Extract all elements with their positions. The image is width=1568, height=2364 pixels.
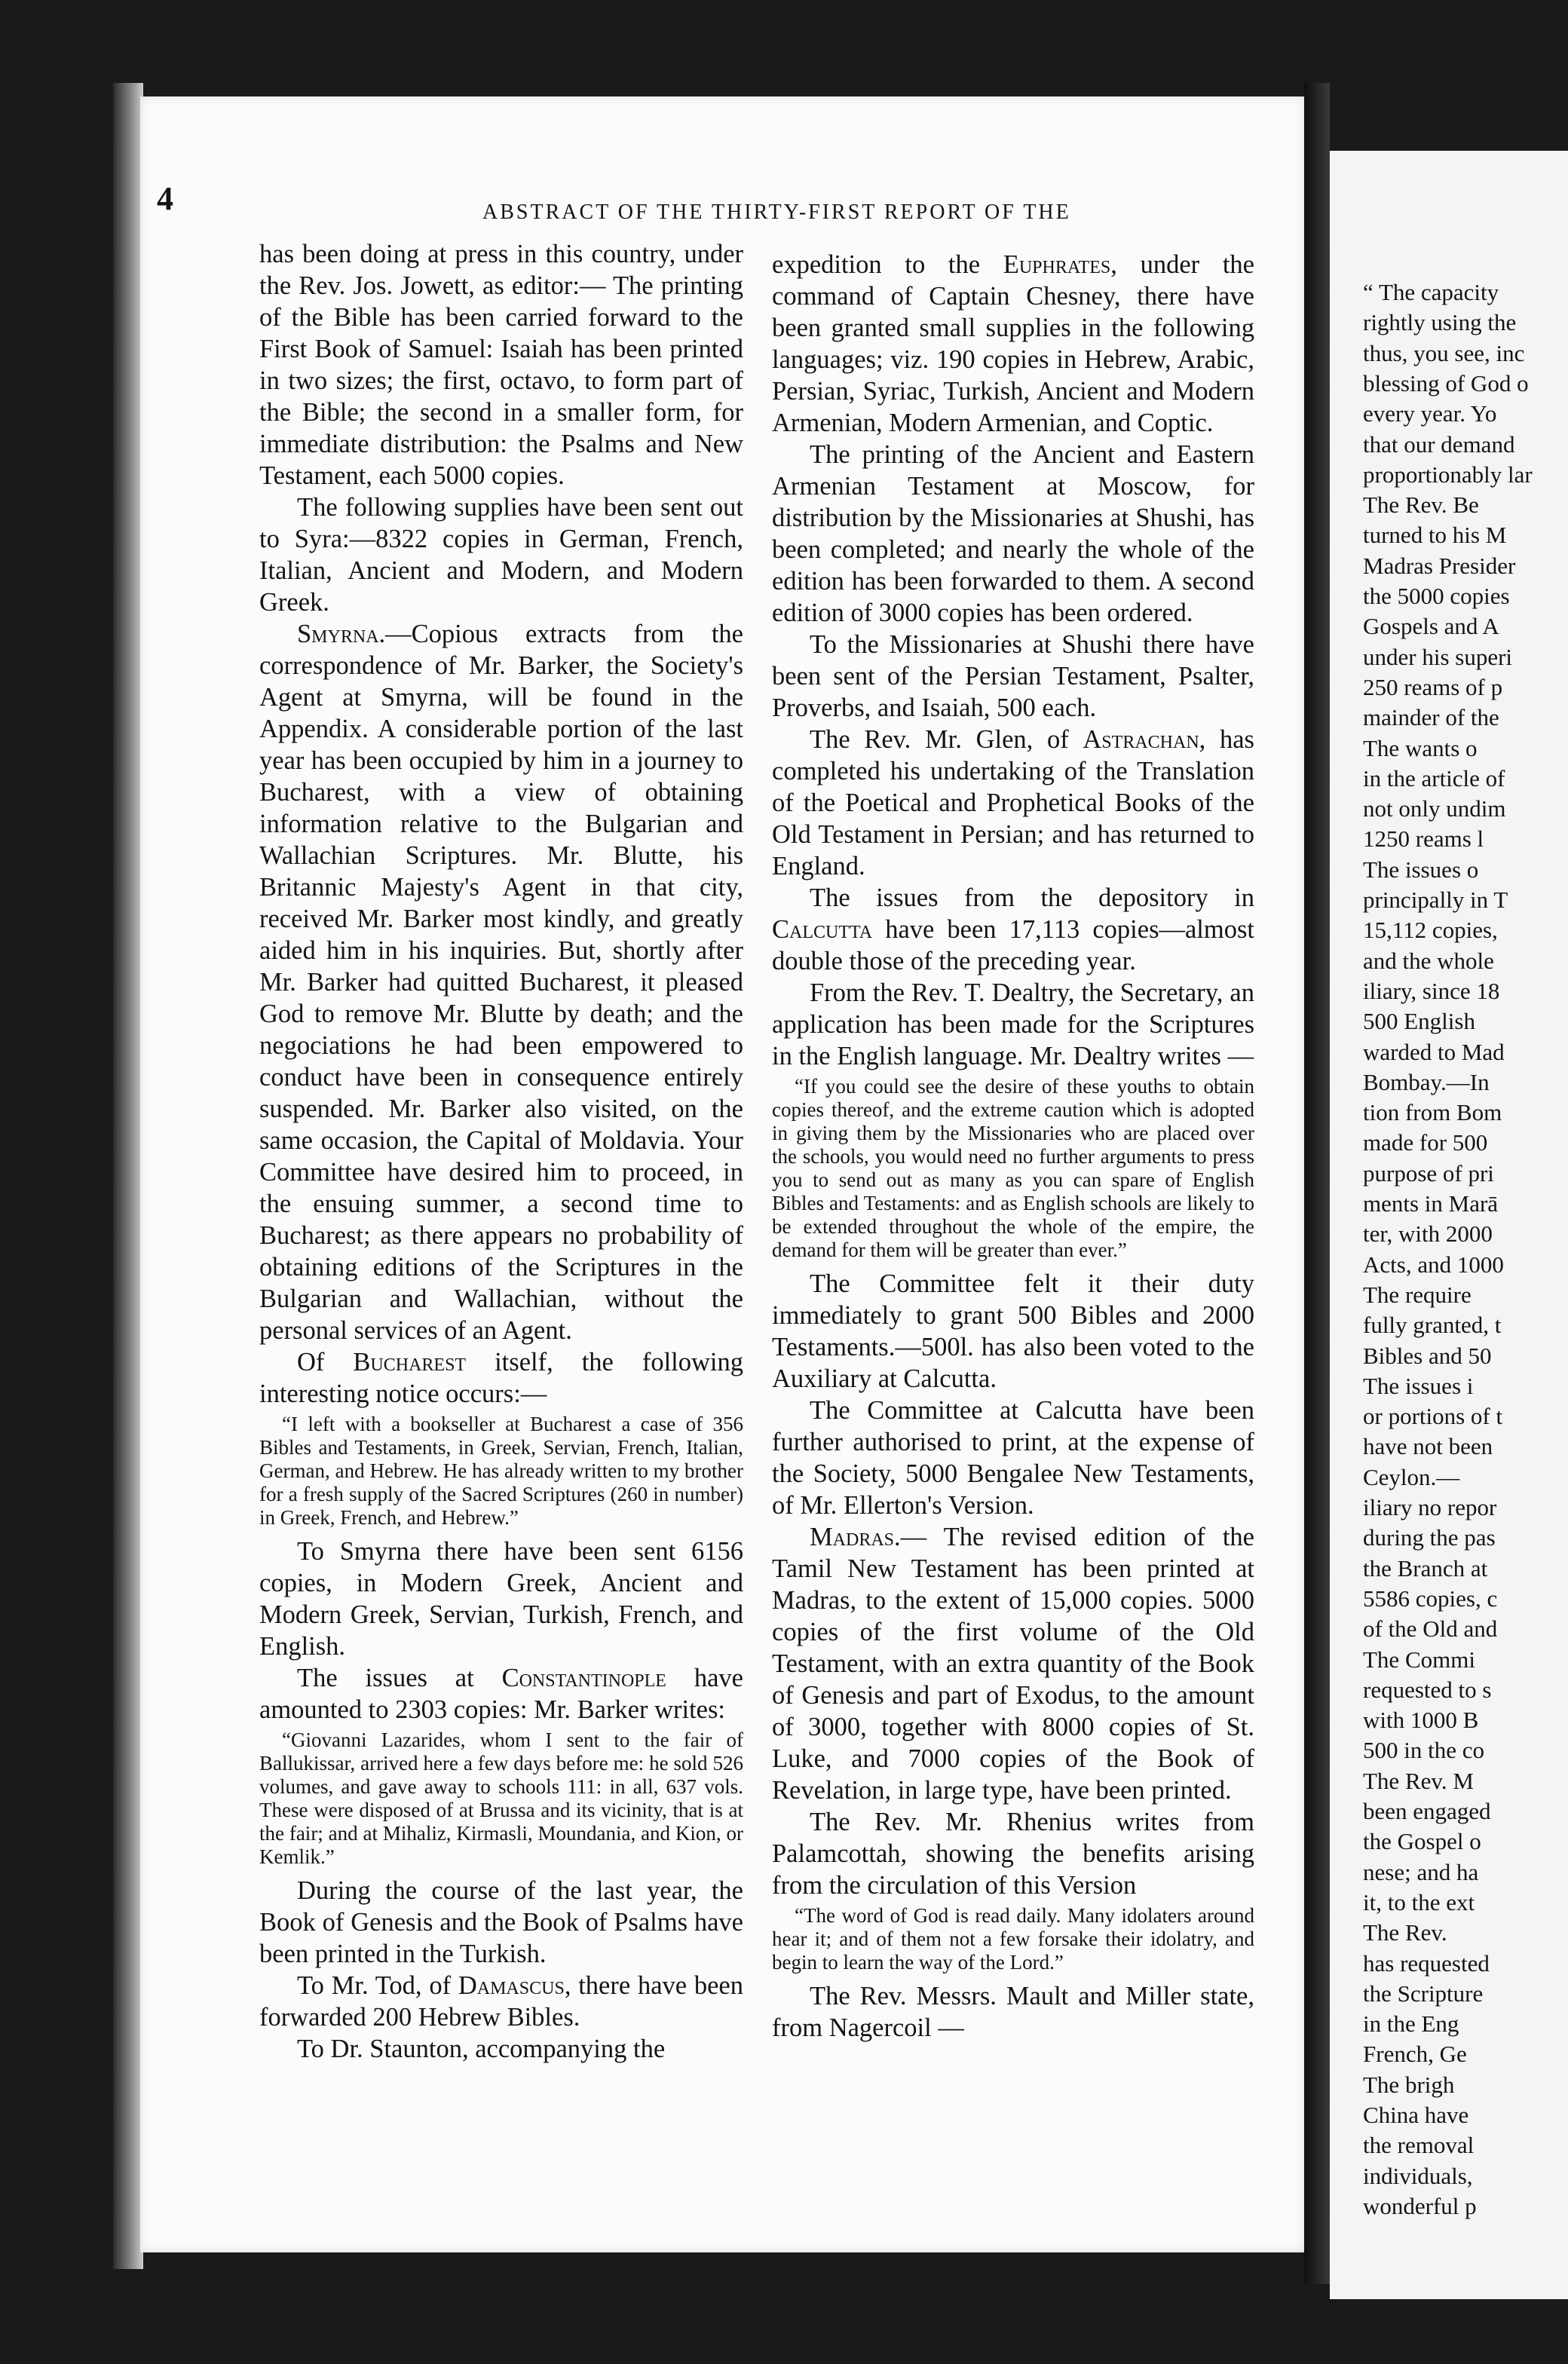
facing-page-line: have not been — [1363, 1433, 1493, 1460]
facing-page-line: 500 in the co — [1363, 1737, 1484, 1764]
running-head: ABSTRACT OF THE THIRTY-FIRST REPORT OF THE — [482, 201, 1071, 224]
facing-page-line: The Rev. M — [1363, 1767, 1474, 1794]
facing-page-line: The issues i — [1363, 1372, 1474, 1399]
body-paragraph — [259, 618, 743, 1346]
facing-page-line: that our demand — [1363, 430, 1515, 458]
facing-page-line: iliary, since 18 — [1363, 977, 1500, 1004]
facing-page-line: during the pas — [1363, 1524, 1496, 1551]
facing-page-line: the Branch at — [1363, 1554, 1488, 1582]
body-paragraph — [259, 1970, 743, 2033]
body-paragraph — [772, 439, 1254, 629]
facing-page-line: every year. Yo — [1363, 400, 1497, 427]
paragraph-text: “The word of God is read daily. Many idolaters around hear it; and of them not a few forsake their idolatry, and begin to learn the way of the Lord.” — [772, 1904, 1254, 1974]
facing-page-line: iliary no repor — [1363, 1494, 1497, 1520]
body-paragraph — [259, 1662, 743, 1726]
facing-page-line: under his superi — [1363, 643, 1513, 670]
facing-page-line: Acts, and 1000 — [1363, 1251, 1504, 1278]
facing-page-line: the Scripture — [1363, 1980, 1484, 2007]
facing-page-line: of the Old and — [1363, 1615, 1498, 1643]
body-paragraph — [772, 1268, 1254, 1395]
facing-page-line: turned to his M — [1363, 522, 1507, 549]
paragraph-text: “Giovanni Lazarides, whom I sent to the fair of Ballukissar, arrived here a few days before me: he sold 526 volumes, and gave away to schools 111: in all, 637 vols. These were disposed of at Brussa and its vicinity, that is at the fair; and at Mihaliz, Kirmasli, Moundania, and Kion, or Kemlik.” — [259, 1729, 743, 1868]
paragraph-text: The Rev. Mr. Rhenius writes from Palamcottah, showing the benefits arising from the circulation of this Version — [772, 1808, 1254, 1900]
body-paragraph — [772, 249, 1254, 439]
paragraph-text: The issues at — [297, 1664, 502, 1692]
paragraph-text: The Rev. Messrs. Mault and Miller state, from Nagercoil — — [772, 1982, 1254, 2042]
facing-page-line: or portions of t — [1363, 1403, 1503, 1430]
body-paragraph — [259, 2033, 743, 2065]
place-name-heading: Constantinople — [501, 1664, 666, 1692]
body-paragraph — [259, 491, 743, 618]
facing-page-line: The Rev. Be — [1363, 491, 1479, 519]
facing-page-line: The wants o — [1363, 734, 1478, 761]
paragraph-text: has been doing at press in this country, under the Rev. Jos. Jowett, as editor:— The printing of the Bible has been carried forward to the First Book of Samuel: Isaiah has been printed in two sizes; the first, octavo, to form part of the Bible; the second in a smaller form, for immediate distribution: the Psalms and New Testament, each 5000 copies. — [259, 240, 743, 490]
facing-page-line: nese; and ha — [1363, 1858, 1479, 1885]
paragraph-text: The issues from the depository in — [810, 883, 1254, 912]
paragraph-text: To Mr. Tod, of — [297, 1971, 458, 2000]
facing-page-line: French, Ge — [1363, 2041, 1467, 2068]
paragraph-text: , there have been forwarded 200 Hebrew Bibles. — [259, 1971, 743, 2032]
facing-page-line: “ The capacity — [1363, 279, 1499, 305]
facing-page-line: tion from Bom — [1363, 1099, 1502, 1126]
place-name-heading: Madras. — [810, 1523, 901, 1551]
facing-page-line: has requested — [1363, 1949, 1490, 1977]
facing-page-line: and the whole — [1363, 947, 1494, 974]
facing-page-line: not only undim — [1363, 795, 1506, 822]
facing-page-line: wonderful p — [1363, 2192, 1477, 2219]
place-name-heading: Smyrna. — [297, 620, 386, 648]
paragraph-text: The Rev. Mr. Glen, of — [810, 725, 1083, 754]
paragraph-text: Of — [297, 1348, 354, 1376]
facing-page-line: fully granted, t — [1363, 1312, 1502, 1339]
facing-page-line: in the article of — [1363, 764, 1505, 792]
body-paragraph — [772, 1806, 1254, 1901]
paragraph-text: The printing of the Ancient and Eastern Armenian Testament at Moscow, for distribution by the Missionaries at Shushi, has been completed; and nearly the whole of the edition has been forwarded to them. A second edition of 3000 copies has been ordered. — [772, 440, 1254, 627]
facing-page-line: China have — [1363, 2102, 1469, 2128]
facing-page-line: The Commi — [1363, 1646, 1475, 1673]
facing-page-line: Bibles and 50 — [1363, 1342, 1492, 1369]
facing-page-line: 5586 copies, c — [1363, 1585, 1498, 1612]
paragraph-text: The following supplies have been sent out to Syra:—8322 copies in German, French, Italian, Ancient and Modern, and Modern Greek. — [259, 493, 743, 617]
facing-page-line: 15,112 copies, — [1363, 917, 1498, 944]
facing-page-line: Gospels and A — [1363, 613, 1499, 640]
paragraph-text: expedition to the — [772, 250, 1003, 279]
facing-page-line: made for 500 — [1363, 1129, 1488, 1156]
book-gutter — [1304, 83, 1330, 2284]
body-paragraph — [772, 724, 1254, 882]
facing-page-line: Ceylon.— — [1363, 1463, 1460, 1490]
facing-page-line: ments in Marā — [1363, 1190, 1499, 1217]
paragraph-text: From the Rev. T. Dealtry, the Secretary, an application has been made for the Scriptures in the English language. Mr. Dealtry writes — — [772, 978, 1254, 1070]
right-column — [772, 249, 1254, 2044]
facing-page-line: the Gospel o — [1363, 1828, 1481, 1855]
facing-page-line: Bombay.—In — [1363, 1068, 1490, 1095]
paragraph-text: have been 17,113 copies—almost double those of the preceding year. — [772, 915, 1254, 975]
left-column — [259, 238, 743, 2065]
quotation-paragraph — [259, 1729, 743, 1869]
body-paragraph — [772, 629, 1254, 724]
facing-page-line: individuals, — [1363, 2162, 1473, 2189]
facing-page-line: with 1000 B — [1363, 1707, 1479, 1734]
body-paragraph — [772, 977, 1254, 1072]
facing-page-line: Madras Presider — [1363, 552, 1516, 579]
quotation-paragraph — [772, 1904, 1254, 1974]
body-paragraph — [259, 238, 743, 491]
paragraph-text: — The revised edition of the Tamil New Testament has been printed at Madras, to the extent of 15,000 copies. 5000 copies of the first volume of the Old Testament, with an extra quantity of the Book of Genesis and part of Exodus, to the amount of 3000, together with 8000 copies of St. Luke, and 7000 copies of the Book of Revelation, in large type, have been printed. — [772, 1523, 1254, 1805]
facing-page-line: the 5000 copies — [1363, 583, 1510, 609]
facing-page-line: in the Eng — [1363, 2010, 1459, 2038]
facing-page-line: rightly using the — [1363, 309, 1517, 336]
paragraph-text: —Copious extracts from the correspondence of Mr. Barker, the Society's Agent at Smyrna, will be found in the Appendix. A considerable portion of the last year has been occupied by him in a journey to Bucharest, with a view of obtaining information relative to the Bulgarian and Wallachian Scriptures. Mr. Blutte, his Britannic Majesty's Agent in that city, received Mr. Barker most kindly, and greatly aided him in his inquiries. But, shortly after Mr. Barker had quitted Bucharest, it pleased God to remove Mr. Blutte by death; and the negociations he had been empowered to conduct have been in consequence entirely suspended. Mr. Barker also visited, on the same occasion, the Capital of Moldavia. Your Committee have desired him to proceed, in the ensuing summer, a second time to Bucharest; as there appears no probability of obtaining editions of the Scriptures in the Bulgarian and Wallachian, without the personal services of an Agent. — [259, 620, 743, 1345]
paragraph-text: “If you could see the desire of these youths to obtain copies thereof, and the extreme caution which is adopted in giving them by the Missionaries who are placed over the schools, you would need no further arguments to press you to send out as many as you can spare of English Bibles and Testaments: and as English schools are likely to be extended throughout the whole of the empire, the demand for them will be greater than ever.” — [772, 1075, 1254, 1261]
paragraph-text: During the course of the last year, the Book of Genesis and the Book of Psalms have been printed in the Turkish. — [259, 1876, 743, 1968]
body-paragraph — [772, 1980, 1254, 2044]
paragraph-text: “I left with a bookseller at Bucharest a case of 356 Bibles and Testaments, in Greek, Servian, French, Italian, German, and Hebrew. He has already written to my brother for a fresh supply of the Sacred Scriptures (260 in number) in Greek, French, and Hebrew.” — [259, 1413, 743, 1529]
paragraph-text: To Dr. Staunton, accompanying the — [297, 2035, 666, 2063]
facing-page-line: purpose of pri — [1363, 1159, 1494, 1187]
body-paragraph — [772, 1521, 1254, 1806]
body-paragraph — [772, 882, 1254, 977]
facing-page-line: 1250 reams l — [1363, 825, 1484, 853]
facing-page-line: the removal — [1363, 2132, 1475, 2159]
facing-page-line: proportionably lar — [1363, 461, 1533, 488]
facing-page-line: The issues o — [1363, 856, 1479, 883]
facing-page-line: ter, with 2000 — [1363, 1220, 1493, 1248]
place-name-heading: Astrachan — [1083, 725, 1199, 754]
quotation-paragraph — [259, 1413, 743, 1530]
facing-page-line: The Rev. — [1363, 1919, 1447, 1946]
place-name-heading: Calcutta — [772, 915, 873, 944]
facing-page-line: it, to the ext — [1363, 1888, 1475, 1915]
facing-page-line: The brigh — [1363, 2071, 1455, 2098]
facing-page-line: blessing of God o — [1363, 369, 1529, 397]
facing-page-line: 250 reams of p — [1363, 673, 1503, 700]
paragraph-text: The Committee felt it their duty immediately to grant 500 Bibles and 2000 Testaments.—500l. has also been voted to the Auxiliary at Calcutta. — [772, 1269, 1254, 1393]
paragraph-text: The Committee at Calcutta have been further authorised to print, at the expense of the Society, 5000 Bengalee New Testaments, of Mr. Ellerton's Version. — [772, 1396, 1254, 1520]
facing-page-line: The require — [1363, 1281, 1472, 1308]
place-name-heading: Euphrates — [1003, 250, 1111, 279]
place-name-heading: Damascus — [458, 1971, 565, 2000]
paragraph-text: To Smyrna there have been sent 6156 copies, in Modern Greek, Ancient and Modern Greek, Servian, Turkish, French, and English. — [259, 1537, 743, 1661]
paragraph-text: itself, the following interesting notice occurs:— — [259, 1348, 744, 1408]
quotation-paragraph — [772, 1075, 1254, 1262]
paragraph-text: , has completed his undertaking of the Translation of the Poetical and Prophetical Books of the Old Testament in Persian; and has returned to England. — [772, 725, 1254, 880]
page-number: 4 — [157, 180, 173, 217]
paragraph-text: To the Missionaries at Shushi there have been sent of the Persian Testament, Psalter, Proverbs, and Isaiah, 500 each. — [772, 630, 1254, 722]
paragraph-text: have amounted to 2303 copies: Mr. Barker writes: — [259, 1664, 743, 1724]
facing-page-line: thus, you see, inc — [1363, 339, 1525, 366]
place-name-heading: Bucharest — [353, 1348, 467, 1376]
facing-page-line: 500 English — [1363, 1008, 1475, 1035]
facing-page-line: warded to Mad — [1363, 1038, 1505, 1065]
body-paragraph — [772, 1395, 1254, 1521]
facing-page-line: requested to s — [1363, 1676, 1492, 1703]
facing-page-line: principally in T — [1363, 886, 1508, 913]
body-paragraph — [259, 1875, 743, 1970]
facing-page-line: been engaged — [1363, 1798, 1491, 1824]
body-paragraph — [259, 1346, 743, 1410]
facing-page-line: mainder of the — [1363, 704, 1499, 731]
paragraph-text: , under the command of Captain Chesney, there have been granted small supplies in the following languages; viz. 190 copies in Hebrew, Arabic, Persian, Syriac, Turkish, Ancient and Modern Armenian, Modern Armenian, and Coptic. — [772, 250, 1254, 437]
body-paragraph — [259, 1536, 743, 1662]
page-edge-shadow — [113, 83, 143, 2269]
